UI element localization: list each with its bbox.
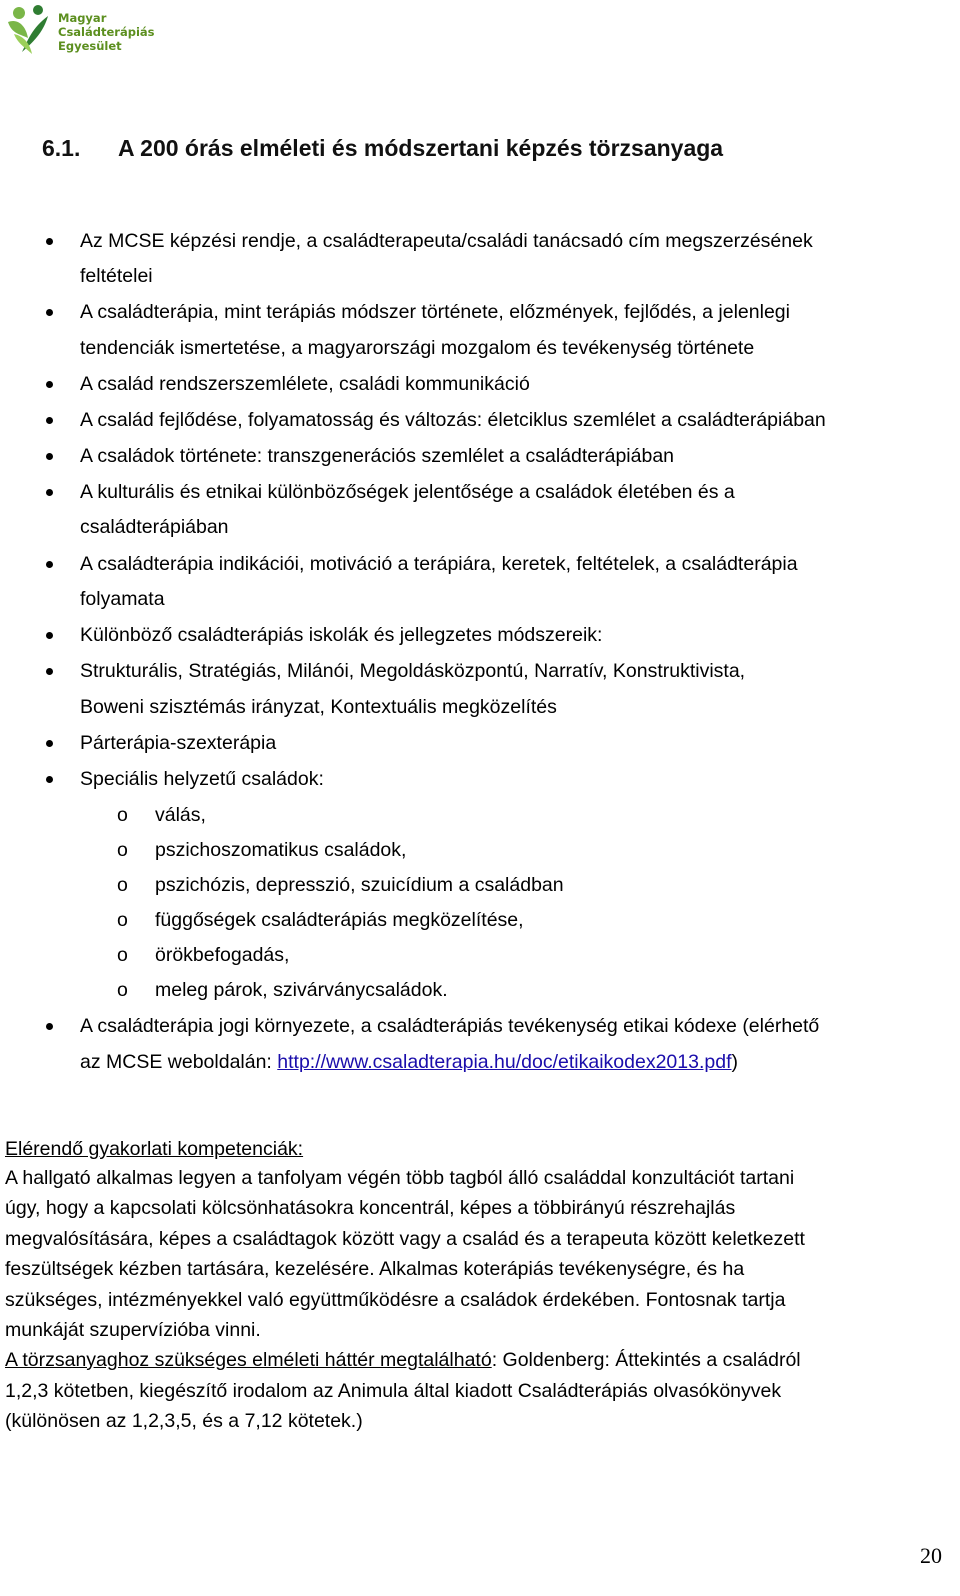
sub-list-item: örökbefogadás, [155, 944, 290, 966]
sub-bullet-icon: o [117, 874, 128, 896]
bullet-icon [46, 238, 53, 245]
bullet-icon [46, 632, 53, 639]
logo-line-2: Családterápiás [58, 25, 155, 39]
background-line: (különösen az 1,2,3,5, és a 7,12 kötetek.) [5, 1410, 363, 1432]
link-intro: az MCSE weboldalán: [80, 1051, 278, 1073]
bullet-icon [46, 381, 53, 388]
list-item: Speciális helyzetű családok: [80, 768, 324, 790]
sub-bullet-icon: o [117, 804, 128, 826]
sub-list-item: meleg párok, szivárványcsaládok. [155, 979, 448, 1001]
bullet-icon [46, 561, 53, 568]
sub-list-item: pszichózis, depresszió, szuicídium a családban [155, 874, 564, 896]
list-item: A családterápia indikációi, motiváció a terápiára, keretek, feltételek, a családterápia [80, 553, 798, 575]
bullet-icon [46, 776, 53, 783]
list-item-cont: Boweni szisztémás irányzat, Kontextuális megközelítés [80, 696, 557, 718]
sub-list-item: válás, [155, 804, 206, 826]
logo-text [58, 11, 155, 53]
competencies-line: feszültségek kézben tartására, kezelésére. Alkalmas koterápiás tevékenységre, és ha [5, 1258, 745, 1280]
competencies-line: munkáját szupervízióba vinni. [5, 1319, 261, 1341]
bullet-icon [46, 453, 53, 460]
list-item-cont: feltételei [80, 265, 153, 287]
list-item: A család fejlődése, folyamatosság és változás: életciklus szemlélet a családterápiában [80, 409, 826, 431]
list-item: A családterápia jogi környezete, a családterápiás tevékenység etikai kódexe (elérhető [80, 1015, 820, 1037]
logo-line-1: Magyar [58, 11, 107, 25]
link-close: ) [731, 1051, 738, 1073]
bullet-icon [46, 309, 53, 316]
list-item: A családok története: transzgenerációs szemlélet a családterápiában [80, 445, 675, 467]
page-number: 20 [920, 1543, 942, 1568]
list-item-cont: tendenciák ismertetése, a magyarországi mozgalom és tevékenység története [80, 337, 755, 359]
sub-list-item: függőségek családterápiás megközelítése, [155, 909, 524, 931]
competencies-line: A hallgató alkalmas legyen a tanfolyam végén több tagból álló családdal konzultációt tartani [5, 1167, 795, 1189]
background-line [5, 1345, 955, 1376]
competencies-line: szükséges, intézményekkel való együttműködésre a családok érdekében. Fontosnak tartja [5, 1289, 786, 1311]
bullet-icon [46, 489, 53, 496]
sub-bullet-icon: o [117, 944, 128, 966]
competencies-line: megvalósítására, képes a családtagok között vagy a család és a terapeuta között keletkezett [5, 1228, 805, 1250]
section-heading [42, 135, 723, 162]
list-item: Különböző családterápiás iskolák és jellegzetes módszereik: [80, 624, 603, 646]
ethics-code-link[interactable]: http://www.csaladterapia.hu/doc/etikaikodex2013.pdf [277, 1051, 732, 1073]
bullet-icon [46, 668, 53, 675]
list-item: A család rendszerszemlélete, családi kommunikáció [80, 373, 530, 395]
section-title: A 200 órás elméleti és módszertani képzés törzsanyaga [118, 135, 724, 161]
logo-figures-icon [4, 4, 56, 56]
logo-line-3: Egyesület [58, 39, 122, 53]
association-logo [4, 4, 164, 60]
background-text: : Goldenberg: Áttekintés a családról [491, 1349, 801, 1371]
list-item: A kulturális és etnikai különbözőségek jelentősége a családok életében és a [80, 481, 735, 503]
list-item-cont [80, 1045, 950, 1081]
competencies-line: úgy, hogy a kapcsolati kölcsönhatásokra koncentrál, képes a többirányú részrehajlás [5, 1197, 736, 1219]
list-item: Strukturális, Stratégiás, Milánói, Megoldásközpontú, Narratív, Konstruktivista, [80, 660, 746, 682]
bullet-icon [46, 417, 53, 424]
background-line: 1,2,3 kötetben, kiegészítő irodalom az Animula által kiadott Családterápiás olvasókönyvek [5, 1380, 782, 1402]
list-item: Párterápia-szexterápia [80, 732, 277, 754]
section-number: 6.1. [42, 135, 81, 161]
background-label: A törzsanyaghoz szükséges elméleti háttér megtalálható [5, 1349, 492, 1371]
list-item: A családterápia, mint terápiás módszer története, előzmények, fejlődés, a jelenlegi [80, 301, 790, 323]
list-item-cont: folyamata [80, 588, 165, 610]
list-item-cont: családterápiában [80, 516, 229, 538]
sub-bullet-icon: o [117, 909, 128, 931]
sub-bullet-icon: o [117, 979, 128, 1001]
bullet-icon [46, 1023, 53, 1030]
sub-bullet-icon: o [117, 839, 128, 861]
sub-list-item: pszichoszomatikus családok, [155, 839, 407, 861]
bullet-icon [46, 740, 53, 747]
competencies-label: Elérendő gyakorlati kompetenciák: [5, 1138, 304, 1160]
list-item: Az MCSE képzési rendje, a családterapeuta/családi tanácsadó cím megszerzésének [80, 230, 813, 252]
